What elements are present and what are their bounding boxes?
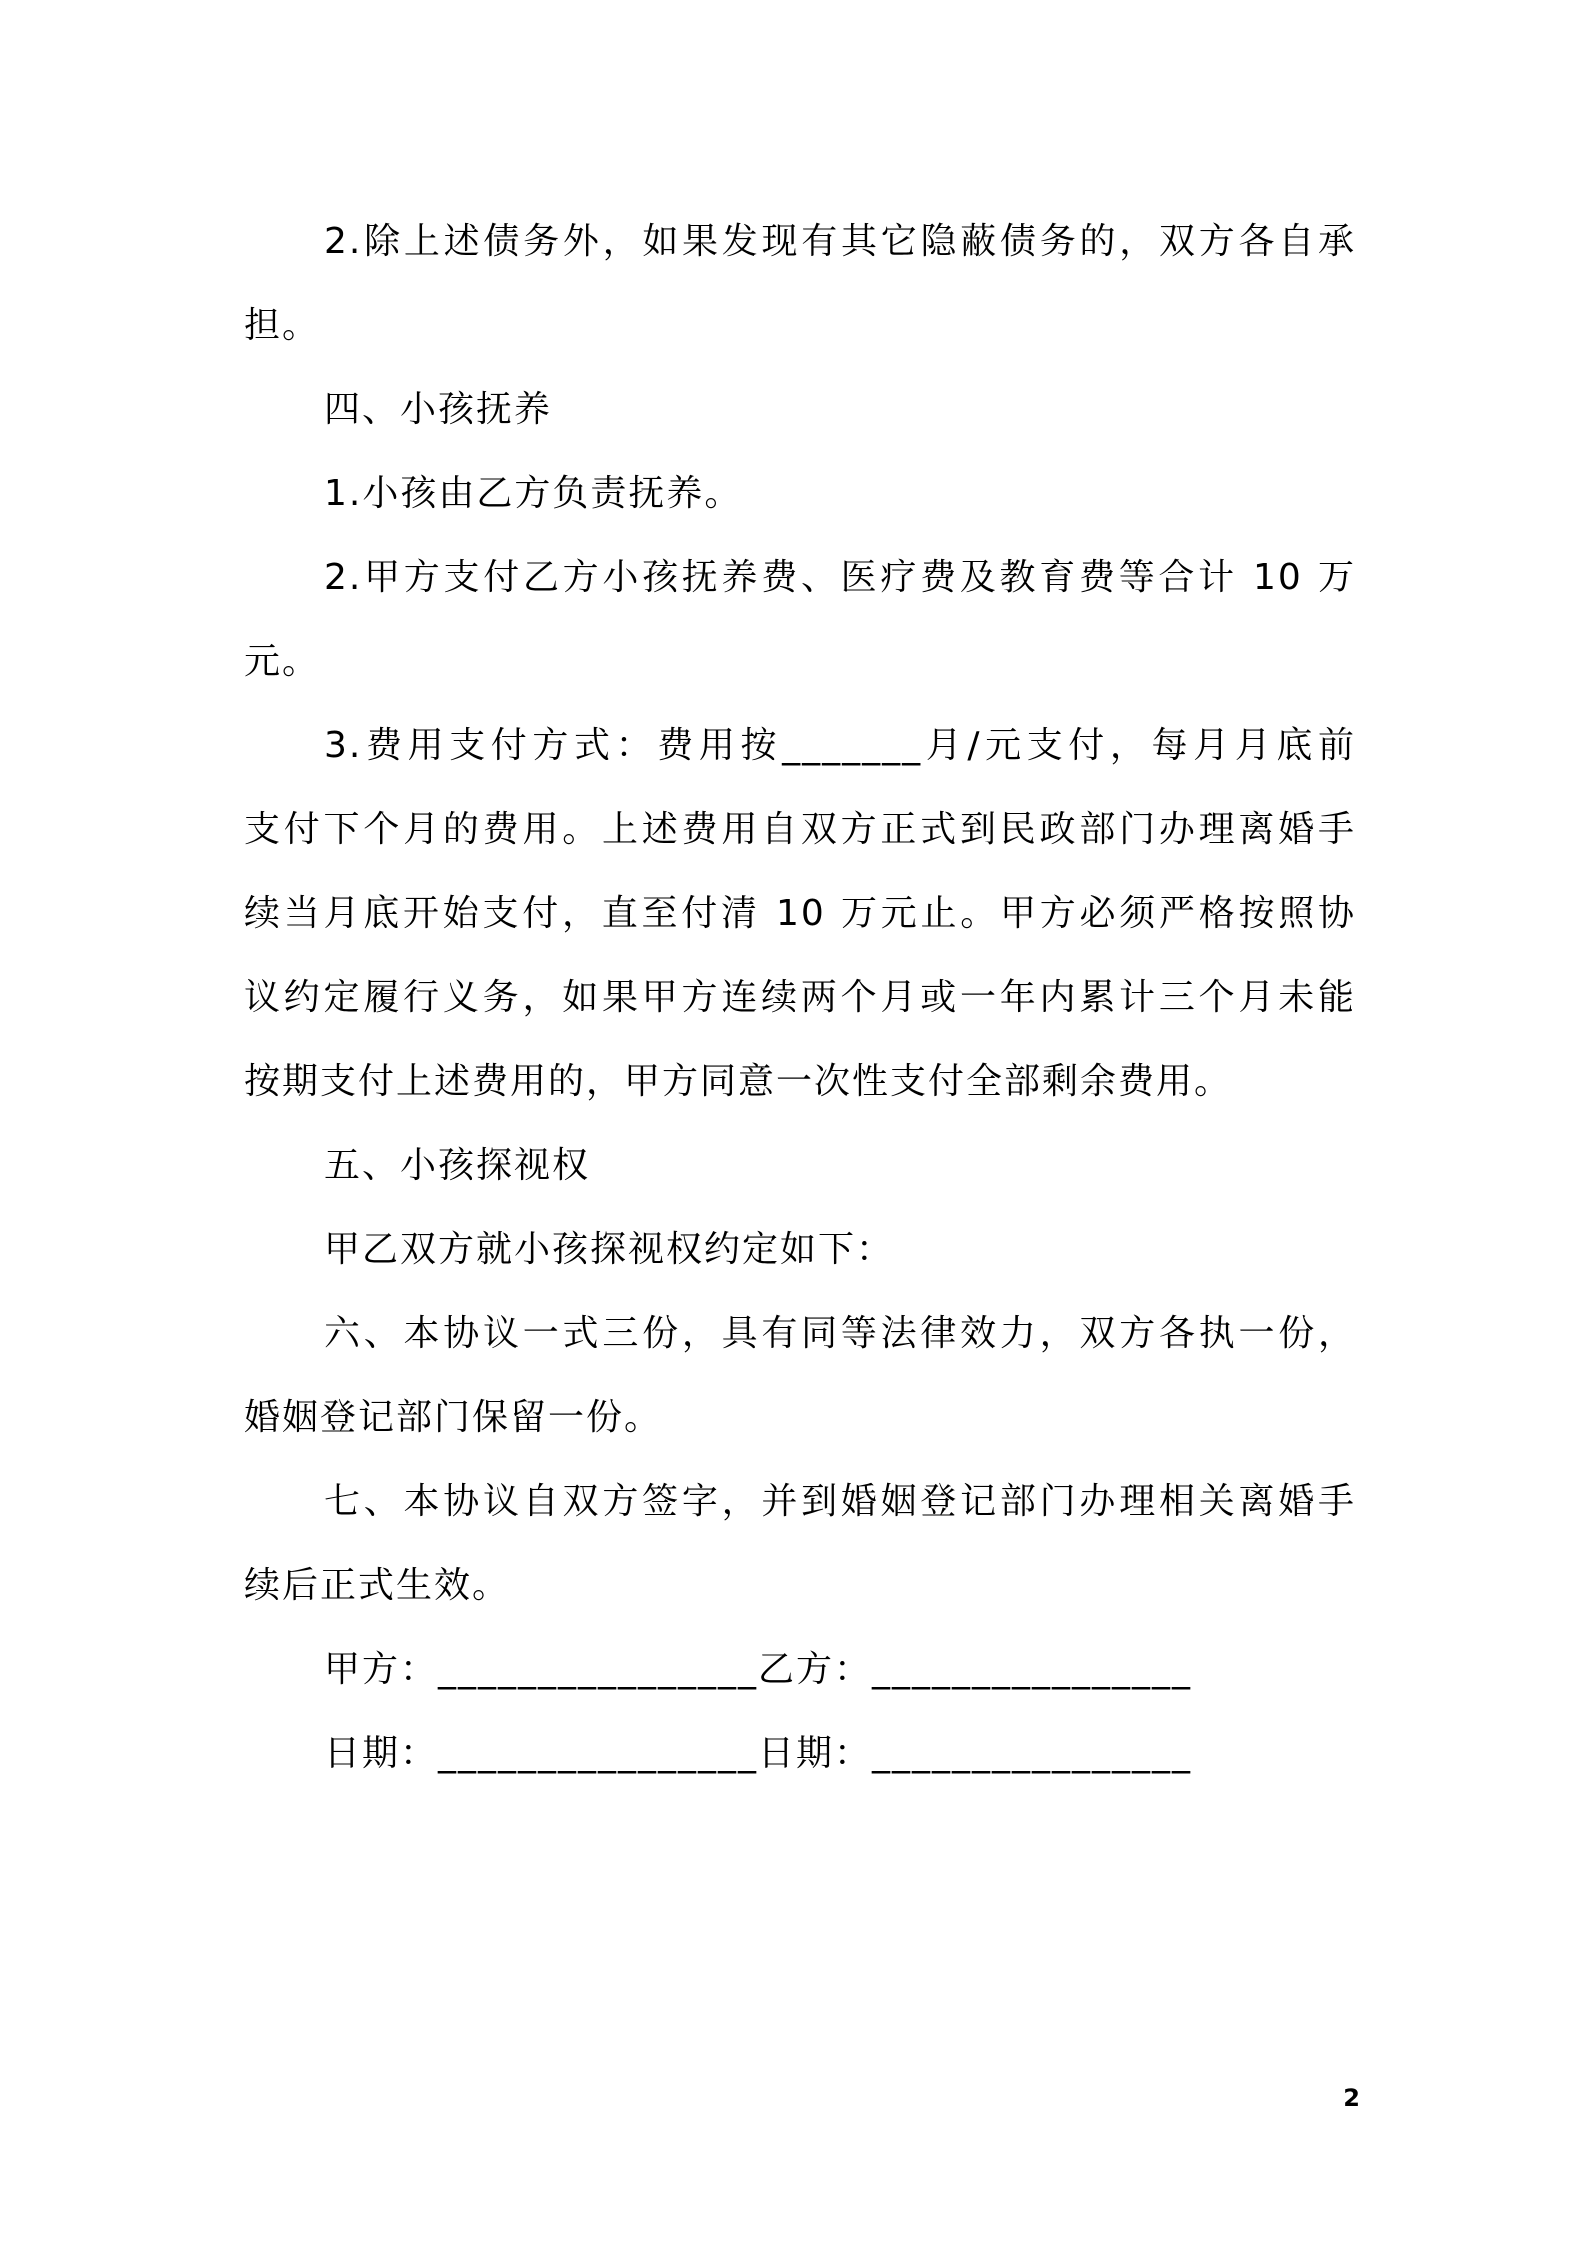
section-heading: 四、小孩抚养 [324,389,553,430]
paragraph-line: 六、本协议一式三份，具有同等法律效力，双方各执一份， [324,1313,1356,1354]
paragraph-line: 续后正式生效。 [244,1565,511,1606]
document-body [244,200,1356,1796]
paragraph-line: 担。 [244,305,321,346]
page-number: 2 [1343,2084,1360,2112]
paragraph-line: 3.费用支付方式：费用按_______月/元支付，每月月底前 [324,725,1356,766]
paragraph-line: 甲乙双方就小孩探视权约定如下： [324,1229,895,1270]
paragraph-line: 按期支付上述费用的，甲方同意一次性支付全部剩余费用。 [244,1061,1233,1102]
paragraph-line: 1.小孩由乙方负责抚养。 [324,473,743,514]
paragraph-line: 2.甲方支付乙方小孩抚养费、医疗费及教育费等合计 10 万 [324,557,1356,598]
paragraph-line: 2.除上述债务外，如果发现有其它隐蔽债务的，双方各自承 [324,221,1356,262]
paragraph-line: 元。 [244,641,321,682]
paragraph-line: 七、本协议自双方签字，并到婚姻登记部门办理相关离婚手 [324,1481,1356,1522]
signature-block [244,1628,1356,1796]
paragraph-line: 续当月底开始支付，直至付清 10 万元止。甲方必须严格按照协 [244,893,1356,934]
section-heading: 五、小孩探视权 [324,1145,591,1186]
signature-party-row: 甲方：________________乙方：________________ [324,1649,1193,1690]
signature-date-row: 日期：________________日期：________________ [324,1733,1193,1774]
paragraph-line: 婚姻登记部门保留一份。 [244,1397,663,1438]
paragraph-line: 支付下个月的费用。上述费用自双方正式到民政部门办理离婚手 [244,809,1356,850]
paragraph-line: 议约定履行义务，如果甲方连续两个月或一年内累计三个月未能 [244,977,1356,1018]
